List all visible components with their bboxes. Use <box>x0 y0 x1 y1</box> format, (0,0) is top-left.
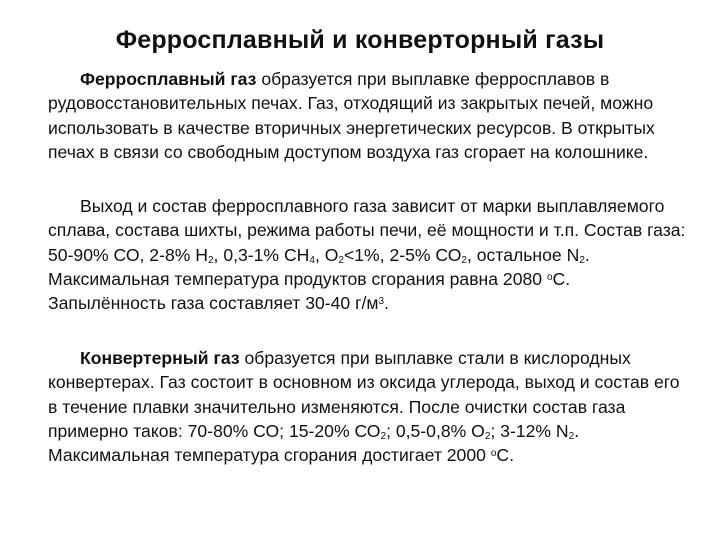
text-fragment: ; 3-12% N <box>490 420 569 441</box>
text-fragment: ; 0,5-0,8% О <box>386 420 485 441</box>
text-fragment: С. Запылённость газа составляет 30-40 г/м <box>48 268 571 314</box>
slide-title: Ферросплавный и конверторный газы <box>115 26 605 54</box>
subscript: 4 <box>309 254 315 266</box>
text-fragment: . Максимальная температура сгорания достигает 2000 <box>48 420 580 466</box>
superscript-degree: о <box>546 271 553 283</box>
subscript: 2 <box>568 430 575 442</box>
paragraph-gas-composition <box>48 194 688 315</box>
paragraph-text: образуется при выплавке ферросплавов в рудовосстановительных печах. Газ, отходящий из закрытых печей, можно использовать в качестве вторичных энергетических ресурсов. В открытых печах в связи со свободным доступом воздуха газ сгорает на колошнике. <box>48 69 655 162</box>
text-fragment: . Максимальная температура продуктов сгорания равна 2080 <box>48 244 590 289</box>
text-fragment: С. <box>496 445 514 466</box>
text-fragment: , остальное N <box>466 244 580 265</box>
text-fragment: , О <box>314 244 339 265</box>
text-fragment: , 0,3-1% СН <box>213 244 310 265</box>
text-fragment: образуется при выплавке стали в кислородных конвертерах. Газ состоит в основном из оксида углерода, выход и состав его в течение плавки значительно изменяются. После очистки состав газа примерно таков: 70-80% СО; 15-20% СО <box>48 348 680 441</box>
term-ferroalloy-gas: Ферросплавный газ <box>80 69 257 89</box>
text-fragment: Выход и состав ферросплавного газа зависит от марки выплавляемого сплава, состава шихты, режима работы печи, её мощности и т.п. Состав газа: 50-90% СО, 2-8% Н <box>48 196 686 265</box>
paragraph-ferroalloy-gas <box>48 67 688 164</box>
paragraph-converter-gas <box>48 346 688 467</box>
subscript: 2 <box>461 254 467 266</box>
subscript: 2 <box>484 430 491 442</box>
subscript: 2 <box>338 254 344 266</box>
superscript-degree: о <box>490 448 497 460</box>
subscript: 2 <box>380 430 387 442</box>
text-fragment: . <box>384 293 389 314</box>
subscript: 2 <box>579 254 585 266</box>
term-converter-gas: Конвертерный газ <box>80 348 240 368</box>
subscript: 2 <box>207 254 214 266</box>
text-fragment: <1%, 2-5% СО <box>343 244 462 265</box>
superscript: 3 <box>378 296 385 308</box>
